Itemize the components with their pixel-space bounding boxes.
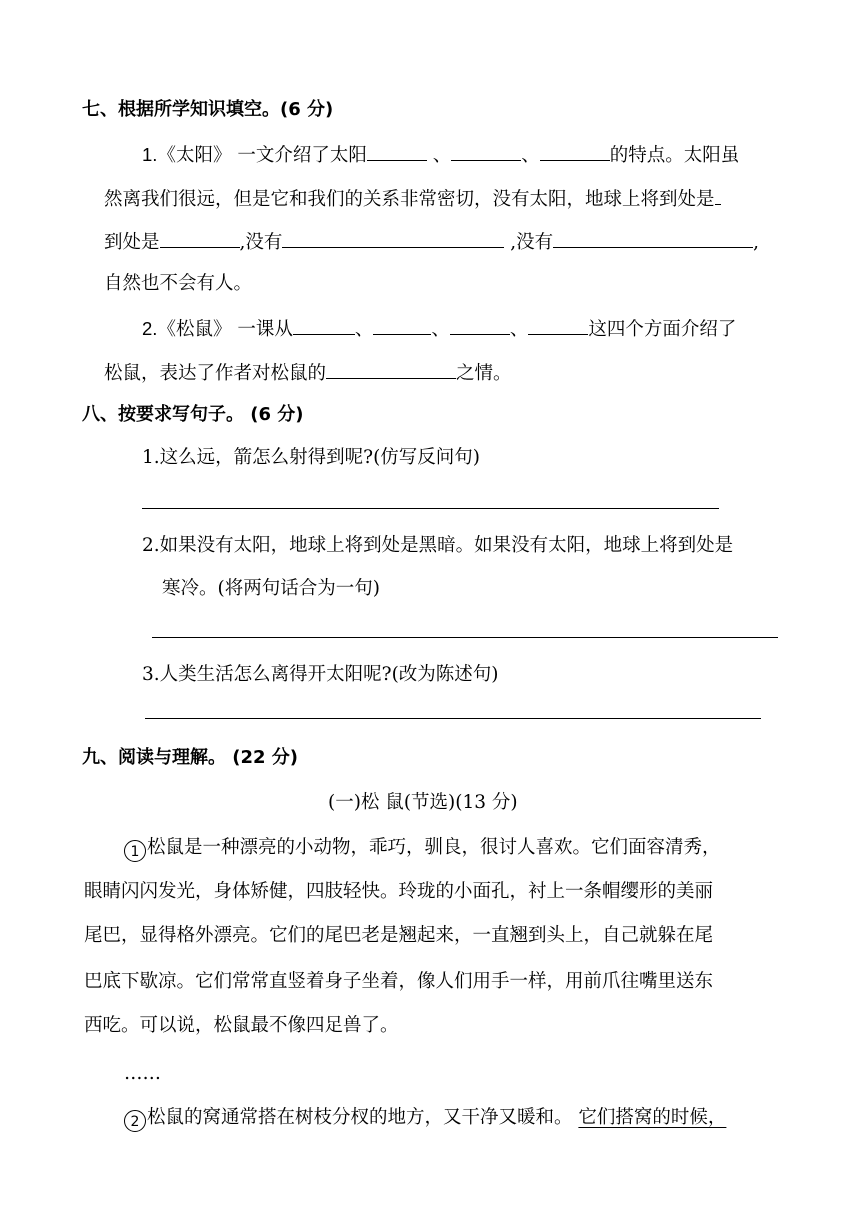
answer-line[interactable] [152, 637, 778, 638]
passage-p1-line-4: 巴底下歇凉。它们常常直竖着身子坐着，像人们用手一样，用前爪往嘴里送东 [84, 971, 714, 992]
answer-blank[interactable] [293, 316, 355, 335]
passage-p1-line-5: 西吃。可以说，松鼠最不像四足兽了。 [84, 1015, 399, 1036]
question-text: 松鼠，表达了作者对松鼠的 [104, 363, 327, 384]
answer-blank[interactable] [282, 229, 504, 248]
passage-p1-line-1 [124, 836, 721, 862]
question-number: 2. [142, 318, 158, 339]
question-7-1-line-1 [142, 142, 739, 168]
question-number: 1. [142, 144, 158, 165]
question-8-2-line-2: 寒冷。(将两句话合为一句) [162, 578, 380, 599]
question-text: 这四个方面介绍了 [588, 319, 737, 340]
passage-subtitle: (一)松 鼠(节选)(13 分) [328, 792, 518, 813]
question-7-2-line-2 [104, 360, 512, 386]
question-text: 之情。 [456, 363, 512, 384]
passage-text: 松鼠是一种漂亮的小动物，乖巧，驯良，很讨人喜欢。它们面容清秀， [147, 837, 721, 858]
question-text: 的特点。太阳虽 [609, 145, 740, 166]
question-text: , [753, 232, 760, 253]
ellipsis: …… [124, 1063, 161, 1084]
question-8-3: 3.人类生活怎么离得开太阳呢?(改为陈述句) [142, 664, 499, 685]
question-7-1-line-2 [104, 186, 721, 212]
separator: 、 [354, 319, 374, 340]
paragraph-marker-2: 2 [124, 1110, 146, 1132]
answer-line[interactable] [142, 508, 719, 509]
question-7-2-line-1 [142, 316, 736, 342]
underlined-sentence: 它们搭窝的时候， [578, 1107, 727, 1128]
question-text: ,没有 [504, 232, 554, 253]
question-7-1-line-3 [104, 229, 759, 255]
answer-blank[interactable] [715, 186, 721, 205]
question-8-1: 1.这么远，箭怎么射得到呢?(仿写反问句) [142, 447, 481, 468]
answer-blank[interactable] [373, 316, 431, 335]
answer-line[interactable] [145, 718, 761, 719]
answer-blank[interactable] [326, 360, 456, 379]
question-7-1-line-4: 自然也不会有人。 [104, 273, 253, 294]
question-text: 《松鼠》 一课从 [157, 319, 293, 340]
answer-blank[interactable] [367, 142, 427, 161]
answer-blank[interactable] [451, 142, 521, 161]
question-text: 《太阳》 一文介绍了太阳 [157, 145, 367, 166]
answer-blank[interactable] [160, 229, 240, 248]
question-8-2-line-1: 2.如果没有太阳，地球上将到处是黑暗。如果没有太阳，地球上将到处是 [142, 535, 734, 556]
separator: 、 [426, 145, 452, 166]
section-9-title: 九、阅读与理解。 (22 分) [82, 747, 299, 768]
passage-p1-line-2: 眼睛闪闪发光，身体矫健，四肢轻快。玲珑的小面孔，衬上一条帽缨形的美丽 [84, 881, 714, 902]
answer-blank[interactable] [540, 142, 610, 161]
separator: 、 [509, 319, 529, 340]
section-8-title: 八、按要求写句子。 (6 分) [82, 404, 304, 425]
answer-blank[interactable] [528, 316, 588, 335]
answer-blank[interactable] [450, 316, 510, 335]
separator: 、 [431, 319, 450, 340]
section-7-title: 七、根据所学知识填空。(6 分) [82, 99, 334, 120]
paragraph-marker-1: 1 [124, 840, 146, 862]
question-text: ,没有 [239, 232, 283, 253]
passage-p1-line-3: 尾巴，显得格外漂亮。它们的尾巴老是翘起来，一直翘到头上，自己就躲在尾 [84, 925, 714, 946]
passage-text: 松鼠的窝通常搭在树枝分杈的地方，又干净又暖和。 [147, 1107, 579, 1128]
answer-blank[interactable] [553, 229, 753, 248]
separator: 、 [521, 145, 540, 166]
question-text: 到处是 [104, 232, 160, 253]
passage-p2-line-1 [124, 1106, 726, 1132]
question-text: 然离我们很远，但是它和我们的关系非常密切，没有太阳，地球上将到处是 [104, 189, 715, 210]
